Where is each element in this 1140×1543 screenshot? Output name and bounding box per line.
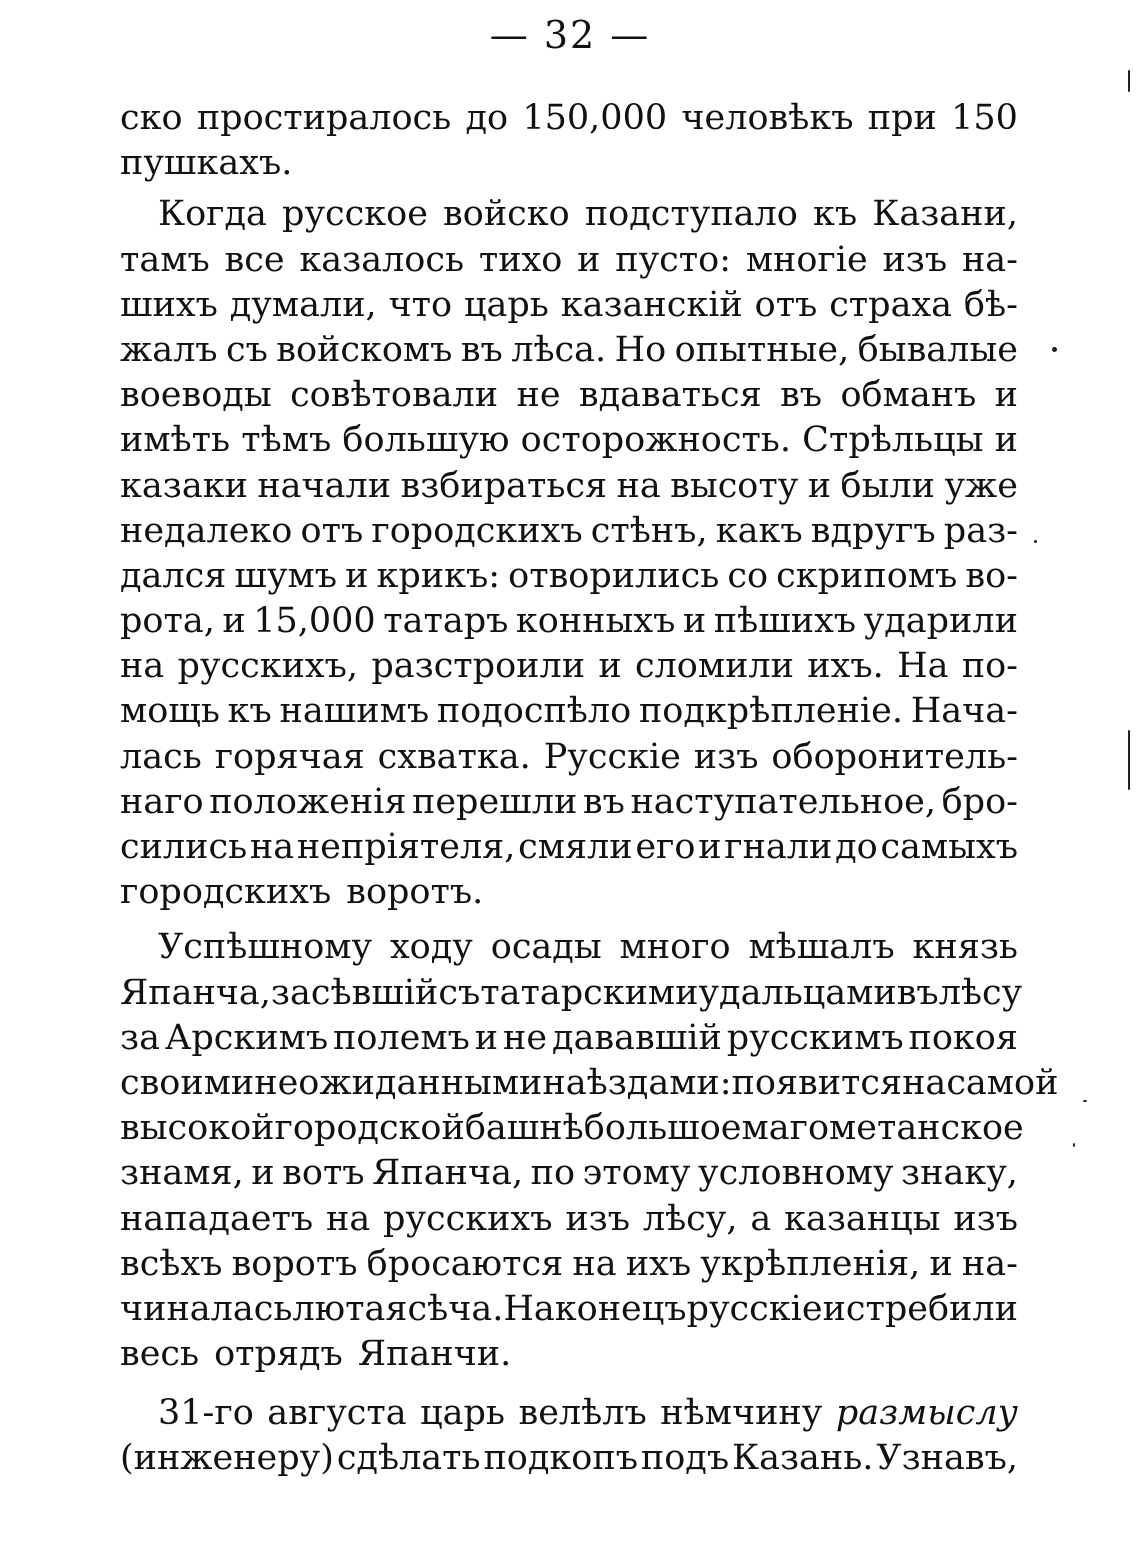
word: знамя, bbox=[120, 1153, 244, 1194]
word: ско bbox=[120, 98, 183, 138]
word: русскихъ bbox=[383, 1198, 553, 1239]
word: удальцами bbox=[698, 972, 897, 1013]
word: въ bbox=[896, 972, 939, 1013]
word: нападаетъ bbox=[120, 1198, 314, 1239]
word: засѣвшій bbox=[270, 972, 439, 1013]
text-line bbox=[120, 870, 1018, 915]
word: все bbox=[224, 239, 285, 280]
word: и bbox=[577, 239, 601, 280]
text-line bbox=[120, 96, 1018, 141]
text-line bbox=[120, 509, 1018, 554]
word: бывалые bbox=[857, 329, 1018, 370]
word: и bbox=[598, 646, 622, 687]
word: и bbox=[994, 420, 1018, 461]
word: ихъ. bbox=[807, 646, 884, 687]
word: думали, bbox=[229, 284, 377, 325]
word: осторожность. bbox=[520, 420, 791, 461]
word: и bbox=[698, 827, 722, 867]
word: татаръ bbox=[383, 601, 509, 642]
text-line bbox=[120, 1106, 1024, 1151]
word: осады bbox=[490, 927, 602, 968]
word: во- bbox=[965, 555, 1018, 596]
word: непріятеля, bbox=[296, 827, 516, 867]
word: сломили bbox=[634, 646, 794, 687]
word: 31-го bbox=[158, 1393, 254, 1434]
word: вотъ bbox=[282, 1153, 365, 1194]
word: своими bbox=[120, 1062, 255, 1103]
word: покоя bbox=[908, 1017, 1018, 1058]
word: подоспѣло bbox=[436, 691, 632, 732]
word: лѣсу, bbox=[642, 1198, 738, 1239]
text-line bbox=[120, 373, 1018, 418]
word: казалось bbox=[299, 239, 465, 280]
word: и bbox=[929, 1243, 953, 1284]
word: конныхъ bbox=[515, 601, 676, 642]
word: при bbox=[867, 98, 937, 138]
word: по bbox=[530, 1153, 576, 1194]
word: рота, bbox=[120, 601, 215, 642]
word: схватка. bbox=[377, 736, 531, 777]
text-line bbox=[120, 1287, 1018, 1332]
word: 150,000 bbox=[522, 98, 668, 138]
word: войскомъ bbox=[276, 329, 453, 370]
word: полемъ bbox=[333, 1017, 470, 1058]
word: гнали bbox=[724, 827, 833, 867]
word: на- bbox=[961, 239, 1018, 280]
word: на bbox=[902, 1062, 947, 1103]
word: появится bbox=[731, 1062, 903, 1103]
word: неожиданными bbox=[254, 1062, 543, 1103]
word: русскимъ bbox=[726, 1017, 904, 1058]
word: большое bbox=[583, 1108, 742, 1149]
word: Арскимъ bbox=[164, 1017, 329, 1058]
word: изъ bbox=[693, 736, 759, 777]
word: пѣшихъ bbox=[713, 601, 857, 642]
word: что bbox=[388, 284, 453, 325]
word: изъ bbox=[953, 1198, 1018, 1239]
word: многіе bbox=[745, 239, 868, 280]
word: простиралось bbox=[196, 98, 452, 138]
word: этому bbox=[582, 1153, 691, 1194]
word: дался bbox=[120, 555, 227, 596]
word: лась bbox=[120, 736, 202, 777]
word: и bbox=[222, 601, 246, 642]
word: тихо bbox=[478, 239, 563, 280]
word: на bbox=[120, 646, 165, 687]
word: и bbox=[251, 1153, 275, 1194]
scan-speck bbox=[1052, 347, 1057, 352]
text-line bbox=[120, 925, 1018, 970]
word: совѣтовали bbox=[290, 375, 499, 416]
word: подкрѣпленіе. bbox=[638, 691, 903, 732]
text-line bbox=[120, 689, 1018, 734]
word: казанскій bbox=[560, 284, 743, 325]
word: и bbox=[682, 601, 707, 642]
word: въ bbox=[460, 329, 503, 370]
text-line bbox=[120, 1016, 1018, 1061]
word: Казани, bbox=[872, 194, 1018, 235]
word: отворились bbox=[508, 555, 720, 596]
word: бѣ- bbox=[963, 284, 1018, 325]
word: нѣмчину bbox=[660, 1393, 823, 1434]
word: отрядъ bbox=[214, 1334, 343, 1375]
word: сдѣлать bbox=[336, 1438, 481, 1479]
scan-speck bbox=[1128, 70, 1130, 92]
text-line bbox=[120, 1391, 1018, 1436]
word: опытные, bbox=[674, 329, 850, 370]
word: въ bbox=[780, 375, 823, 416]
word: Япанча, bbox=[372, 1153, 524, 1194]
text-line bbox=[120, 1242, 1018, 1287]
body-text bbox=[120, 96, 1059, 1482]
word: лютая bbox=[292, 1288, 408, 1329]
word: мѣшалъ bbox=[748, 927, 895, 968]
word: Нача- bbox=[910, 691, 1018, 732]
word: подкопъ bbox=[483, 1438, 638, 1479]
word: и bbox=[345, 555, 369, 596]
word: перешли bbox=[412, 781, 578, 822]
word: положенія bbox=[209, 781, 407, 822]
word: пушкахъ. bbox=[120, 143, 293, 184]
word: сились bbox=[120, 827, 248, 867]
word: знаку, bbox=[901, 1153, 1018, 1194]
word: на bbox=[616, 465, 661, 506]
word: велѣлъ bbox=[518, 1393, 647, 1434]
word: жалъ bbox=[120, 329, 218, 370]
word: отъ bbox=[754, 284, 818, 325]
word: изъ bbox=[882, 239, 948, 280]
word: 15,000 bbox=[253, 601, 376, 642]
scan-speck bbox=[1034, 540, 1037, 543]
word: до bbox=[835, 827, 878, 867]
text-line bbox=[120, 780, 1018, 825]
word: князь bbox=[912, 927, 1018, 968]
text-line bbox=[120, 192, 1018, 237]
word: тѣмъ bbox=[241, 420, 332, 461]
word: русскихъ, bbox=[177, 646, 359, 687]
word: Япанчи. bbox=[357, 1334, 512, 1375]
word: недалеко bbox=[120, 510, 293, 551]
word: самыхъ bbox=[880, 827, 1018, 867]
word: размыслу bbox=[835, 1393, 1018, 1434]
word: вдругъ bbox=[810, 510, 936, 551]
text-line bbox=[120, 283, 1018, 328]
text-line bbox=[120, 1436, 1018, 1481]
word: Наконецъ bbox=[503, 1288, 687, 1329]
word: имѣть bbox=[120, 420, 231, 461]
text-line bbox=[120, 735, 1018, 780]
word: на bbox=[572, 1243, 617, 1284]
word: подъ bbox=[640, 1438, 730, 1479]
word: по- bbox=[961, 646, 1018, 687]
word: человѣкъ bbox=[681, 98, 854, 138]
word: обманъ bbox=[840, 375, 977, 416]
word: и bbox=[807, 465, 832, 506]
word: сѣча. bbox=[407, 1288, 504, 1329]
word: къ bbox=[227, 691, 272, 732]
word: ходу bbox=[389, 927, 473, 968]
word: лѣса. bbox=[511, 329, 607, 370]
word: лѣсу bbox=[938, 972, 1023, 1013]
word: разстроили bbox=[371, 646, 586, 687]
word: страха bbox=[829, 284, 953, 325]
word: татарскими bbox=[480, 972, 699, 1013]
word: взбираться bbox=[400, 465, 608, 506]
word: стѣнъ, bbox=[590, 510, 708, 551]
word: и bbox=[994, 375, 1018, 416]
text-line bbox=[120, 1061, 1059, 1106]
word: городскихъ bbox=[120, 872, 332, 913]
text-line bbox=[120, 1197, 1018, 1242]
word: ихъ bbox=[625, 1243, 692, 1284]
text-line bbox=[120, 599, 1018, 644]
word: подступало bbox=[584, 194, 798, 235]
word: мощь bbox=[120, 691, 220, 732]
word: начали bbox=[257, 465, 392, 506]
word: Но bbox=[614, 329, 667, 370]
text-line bbox=[120, 328, 1018, 373]
word: не bbox=[516, 375, 561, 416]
word: условному bbox=[698, 1153, 894, 1194]
word: на bbox=[249, 827, 295, 867]
word: царь bbox=[464, 284, 549, 325]
word: (инженеру) bbox=[120, 1438, 334, 1479]
word: наступательное, bbox=[630, 781, 937, 822]
word: наго bbox=[120, 781, 204, 822]
text-line bbox=[120, 825, 1018, 870]
word: русскіе bbox=[686, 1288, 823, 1329]
word: русское bbox=[282, 194, 428, 235]
word: царь bbox=[420, 1393, 505, 1434]
word: Когда bbox=[158, 194, 267, 235]
text-line bbox=[120, 464, 1018, 509]
word: башнѣ bbox=[464, 1108, 584, 1149]
word: скрипомъ bbox=[776, 555, 958, 596]
word: съ bbox=[438, 972, 481, 1013]
word: городскихъ bbox=[371, 510, 583, 551]
word: Япанча, bbox=[120, 972, 271, 1013]
word: за bbox=[120, 1017, 160, 1058]
word: Казань. bbox=[731, 1438, 874, 1479]
word: раз- bbox=[943, 510, 1018, 551]
text-line bbox=[120, 554, 1018, 599]
text-line bbox=[120, 1332, 1018, 1377]
word: магометанское bbox=[741, 1108, 1024, 1149]
word: Успѣшному bbox=[158, 927, 373, 968]
word: оборонитель- bbox=[771, 736, 1018, 777]
word: На bbox=[897, 646, 949, 687]
word: отъ bbox=[300, 510, 364, 551]
word: Узнавъ, bbox=[876, 1438, 1018, 1479]
text-line bbox=[120, 971, 1023, 1016]
word: высоту bbox=[670, 465, 799, 506]
word: вдаваться bbox=[578, 375, 762, 416]
word: истребили bbox=[822, 1288, 1018, 1329]
word: со bbox=[727, 555, 769, 596]
word: шихъ bbox=[120, 284, 218, 325]
word: наѣздами: bbox=[542, 1062, 732, 1103]
word: весь bbox=[120, 1334, 200, 1375]
word: воротъ bbox=[231, 1243, 358, 1284]
word: къ bbox=[812, 194, 858, 235]
word: августа bbox=[267, 1393, 407, 1434]
word: много bbox=[619, 927, 731, 968]
word: какъ bbox=[715, 510, 803, 551]
word: 150 bbox=[951, 98, 1018, 138]
word: съ bbox=[225, 329, 268, 370]
word: всѣхъ bbox=[120, 1243, 223, 1284]
word: и bbox=[474, 1017, 499, 1058]
word: войско bbox=[443, 194, 570, 235]
text-line bbox=[120, 1151, 1018, 1196]
word: воротъ. bbox=[346, 872, 484, 913]
word: Стрѣльцы bbox=[802, 420, 984, 461]
text-line bbox=[120, 644, 1018, 689]
word: крикъ: bbox=[376, 555, 501, 596]
word: не bbox=[503, 1017, 548, 1058]
word: ударили bbox=[863, 601, 1018, 642]
word: большую bbox=[342, 420, 510, 461]
text-line bbox=[120, 238, 1018, 283]
word: бросаются bbox=[366, 1243, 564, 1284]
text-line bbox=[120, 141, 1018, 186]
word: его bbox=[635, 827, 696, 867]
word: горячая bbox=[214, 736, 365, 777]
word: высокой bbox=[120, 1108, 275, 1149]
scan-speck bbox=[1128, 730, 1130, 790]
word: казанцы bbox=[784, 1198, 941, 1239]
word: смяли bbox=[518, 827, 633, 867]
word: чиналась bbox=[120, 1288, 293, 1329]
word: шумъ bbox=[234, 555, 338, 596]
word: на- bbox=[961, 1243, 1018, 1284]
word: Русскіе bbox=[543, 736, 681, 777]
scan-speck bbox=[1073, 1143, 1075, 1147]
text-line bbox=[120, 418, 1018, 463]
word: уже bbox=[944, 465, 1018, 506]
word: изъ bbox=[565, 1198, 630, 1239]
word: казаки bbox=[120, 465, 248, 506]
word: дававшій bbox=[552, 1017, 722, 1058]
word: нашимъ bbox=[279, 691, 430, 732]
word: до bbox=[465, 98, 509, 138]
word: городской bbox=[274, 1108, 465, 1149]
word: а bbox=[750, 1198, 772, 1239]
word: укрѣпленія, bbox=[700, 1243, 921, 1284]
word: тамъ bbox=[120, 239, 210, 280]
scan-speck bbox=[1083, 1100, 1087, 1102]
page-number: — 32 — bbox=[489, 13, 651, 57]
word: самой bbox=[946, 1062, 1059, 1103]
word: воеводы bbox=[120, 375, 272, 416]
word: на bbox=[326, 1198, 371, 1239]
word: пусто: bbox=[615, 239, 732, 280]
word: были bbox=[840, 465, 936, 506]
word: въ bbox=[582, 781, 625, 822]
word: бро- bbox=[941, 781, 1018, 822]
